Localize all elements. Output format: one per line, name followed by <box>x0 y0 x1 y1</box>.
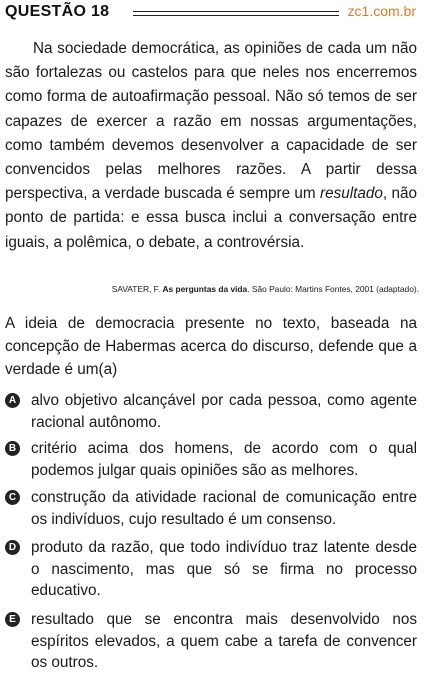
source-title: As perguntas da vida <box>162 284 248 294</box>
option-b[interactable] <box>5 438 417 481</box>
passage-italic-word: resultado <box>319 185 383 203</box>
option-text: construção da atividade racional de comunicação entre os indivíduos, cujo resultado é um consenso. <box>31 489 417 528</box>
header-rule-top <box>133 11 339 12</box>
site-watermark: zc1.com.br <box>347 3 416 19</box>
option-e[interactable] <box>5 609 417 674</box>
option-letter-e-icon: E <box>5 612 20 627</box>
option-text: alvo objetivo alcançável por cada pessoa, como agente racional autônomo. <box>31 392 417 431</box>
question-title: QUESTÃO 18 <box>5 3 110 20</box>
question-stem: A ideia de democracia presente no texto, baseada na concepção de Habermas acerca do discurso, defende que a verdade é um(a) <box>5 315 417 378</box>
option-a[interactable] <box>5 390 417 433</box>
option-d[interactable] <box>5 537 417 602</box>
source-author: SAVATER, F. <box>111 284 163 294</box>
passage-part-1: Na sociedade democrática, as opiniões de cada um não são fortalezas ou castelos para que neles nos encerremos como forma de autoafirmação pessoal. Não só temos de ser capazes de exercer a razão em nossas argumentações, como também devemos desenvolver a capacidade de ser convencidos pelas melhores razões. A partir dessa perspectiva, a verdade buscada é sempre um <box>5 40 417 203</box>
passage-part-2: , não ponto de partida: e essa busca inclui a conversação entre iguais, a polêmica, o debate, a controvérsia. <box>5 185 417 251</box>
option-text: resultado que se encontra mais desenvolvido nos espíritos elevados, a quem cabe a tarefa de convencer os outros. <box>31 611 417 671</box>
option-text: critério acima dos homens, de acordo com o qual podemos julgar quais opiniões são as melhores. <box>31 440 417 479</box>
question-header <box>5 2 419 24</box>
source-rest: . São Paulo: Martins Fontes, 2001 (adaptado). <box>247 284 419 294</box>
text-passage <box>5 37 417 255</box>
option-text: produto da razão, que todo indivíduo traz latente desde o nascimento, mas que só se firma no processo educativo. <box>31 539 417 599</box>
option-c[interactable] <box>5 487 417 530</box>
option-letter-d-icon: D <box>5 540 20 555</box>
option-letter-c-icon: C <box>5 490 20 505</box>
option-letter-b-icon: B <box>5 441 20 456</box>
option-letter-a-icon: A <box>5 393 20 408</box>
source-citation <box>0 284 419 294</box>
header-rule-bottom <box>133 15 339 16</box>
